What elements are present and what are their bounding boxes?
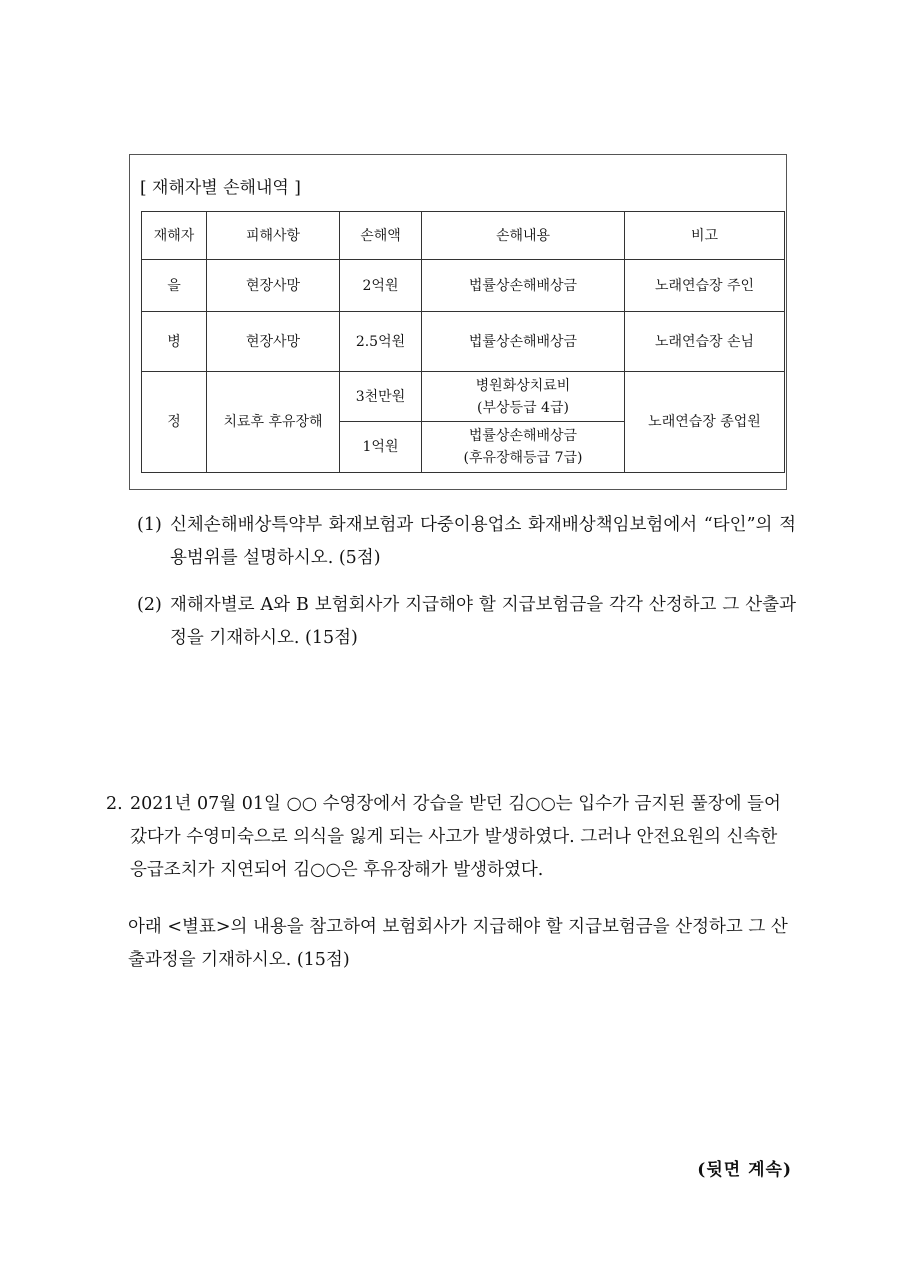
question-1 — [137, 509, 797, 575]
damage-cell: 치료후 후유장해 — [207, 372, 340, 473]
damage-cell: 현장사망 — [207, 312, 340, 372]
content-line: 병원화상치료비 — [475, 377, 571, 394]
question-number: (2) — [137, 595, 162, 615]
question-2 — [137, 589, 797, 655]
amount-cell: 3천만원 — [340, 372, 422, 422]
continued-note: (뒷면 계속) — [697, 1160, 792, 1180]
problem-number: 2. — [106, 794, 123, 814]
content-cell: 법률상손해배상금 — [422, 260, 625, 312]
content-line: (부상등급 4급) — [477, 399, 569, 416]
loss-table — [141, 211, 785, 473]
header-note: 비고 — [625, 212, 785, 260]
content-cell — [422, 422, 625, 473]
content-cell: 법률상손해배상금 — [422, 312, 625, 372]
amount-cell: 2.5억원 — [340, 312, 422, 372]
content-line: 법률상손해배상금 — [468, 428, 578, 444]
problem-instruction: 아래 <별표>의 내용을 참고하여 보험회사가 지급해야 할 지급보험금을 산정하고 그 산출과정을 기재하시오. (15점) — [128, 917, 788, 970]
table-row — [142, 372, 785, 422]
content-line: (후유장해등급 7급) — [463, 450, 583, 466]
header-amount: 손해액 — [340, 212, 422, 260]
victim-cell: 병 — [142, 312, 207, 372]
amount-cell: 1억원 — [340, 422, 422, 473]
problem-text: 2021년 07월 01일 ○○ 수영장에서 강습을 받던 김○○는 입수가 금지된 풀장에 들어갔다가 수영미숙으로 의식을 잃게 되는 사고가 발생하였다. 그러나 안전요원의 신속한 응급조치가 지연되어 김○○은 후유장해가 발생하였다. — [130, 794, 781, 880]
victim-cell: 을 — [142, 260, 207, 312]
header-content: 손해내용 — [422, 212, 625, 260]
table-row — [142, 260, 785, 312]
loss-box-title: [ 재해자별 손해내역 ] — [140, 178, 301, 198]
table-row — [142, 312, 785, 372]
table-header-row — [142, 212, 785, 260]
content-cell — [422, 372, 625, 422]
header-damage: 피해사항 — [207, 212, 340, 260]
victim-cell: 정 — [142, 372, 207, 473]
damage-cell: 현장사망 — [207, 260, 340, 312]
loss-details-box — [129, 154, 787, 490]
header-victim: 재해자 — [142, 212, 207, 260]
question-text: 재해자별로 A와 B 보험회사가 지급해야 할 지급보험금을 각각 산정하고 그 산출과정을 기재하시오. (15점) — [170, 595, 796, 648]
question-number: (1) — [137, 515, 162, 535]
note-cell: 노래연습장 손님 — [625, 312, 785, 372]
amount-cell: 2억원 — [340, 260, 422, 312]
question-text: 신체손해배상특약부 화재보험과 다중이용업소 화재배상책임보험에서 “타인”의 적용범위를 설명하시오. (5점) — [170, 515, 796, 568]
note-cell: 노래연습장 종업원 — [625, 372, 785, 473]
note-cell: 노래연습장 주인 — [625, 260, 785, 312]
